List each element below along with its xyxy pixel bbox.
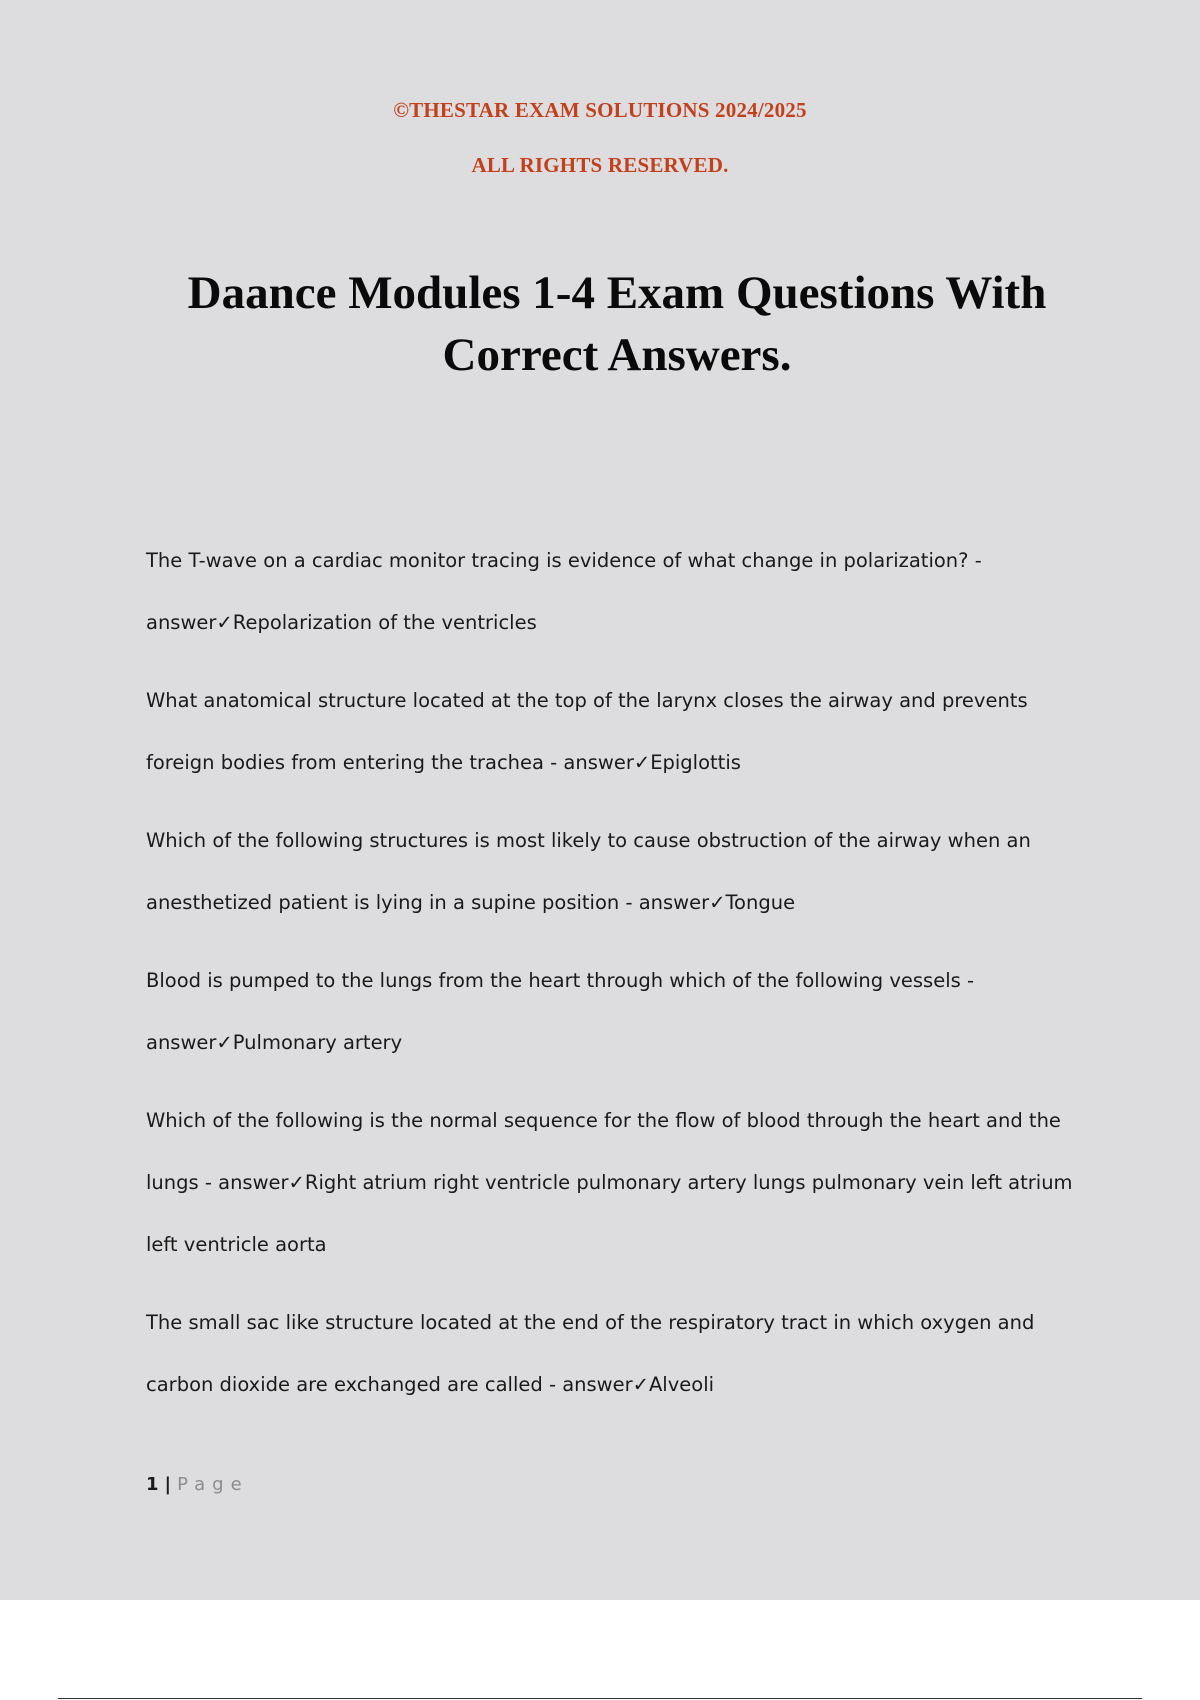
next-page-divider bbox=[58, 1698, 1142, 1699]
title-line-1: Daance Modules 1-4 Exam Questions With bbox=[187, 267, 1047, 319]
qa-item bbox=[146, 670, 1086, 794]
qa-item bbox=[146, 810, 1086, 934]
qa-item bbox=[146, 530, 1086, 654]
answer-text: answer✓Right atrium right ventricle pulmonary artery lungs pulmonary vein left atrium left ventricle aorta bbox=[146, 1171, 1073, 1256]
question-text: What anatomical structure located at the top of the larynx closes the airway and prevents foreign bodies from entering the trachea - bbox=[146, 689, 1028, 774]
question-text: Which of the following is the normal sequence for the flow of blood through the heart and the lungs - bbox=[146, 1109, 1061, 1194]
answer-text: answer✓Epiglottis bbox=[563, 751, 741, 774]
page-footer bbox=[146, 1474, 249, 1495]
copyright-header: ©THESTAR EXAM SOLUTIONS 2024/2025 bbox=[393, 98, 807, 122]
footer-separator: | bbox=[164, 1474, 172, 1495]
question-text: The small sac like structure located at the end of the respiratory tract in which oxygen and carbon dioxide are exchanged are called - bbox=[146, 1311, 1035, 1396]
question-text: The T-wave on a cardiac monitor tracing is evidence of what change in polarization? - bbox=[146, 549, 982, 572]
page-number: 1 bbox=[146, 1474, 159, 1495]
rights-reserved-header: ALL RIGHTS RESERVED. bbox=[471, 153, 729, 177]
document-title bbox=[100, 262, 1134, 386]
answer-text: answer✓Alveoli bbox=[562, 1373, 715, 1396]
qa-item bbox=[146, 1090, 1086, 1276]
qa-item bbox=[146, 950, 1086, 1074]
answer-text: answer✓Tongue bbox=[638, 891, 796, 914]
question-answer-list bbox=[146, 530, 1086, 1432]
page-label: Page bbox=[177, 1474, 249, 1495]
title-line-2: Correct Answers. bbox=[442, 329, 792, 381]
answer-text: answer✓Pulmonary artery bbox=[146, 1031, 403, 1054]
question-text: Which of the following structures is most likely to cause obstruction of the airway when an anesthetized patient is lying in a supine position - bbox=[146, 829, 1031, 914]
answer-text: answer✓Repolarization of the ventricles bbox=[146, 611, 537, 634]
question-text: Blood is pumped to the lungs from the heart through which of the following vessels - bbox=[146, 969, 975, 992]
qa-item bbox=[146, 1292, 1086, 1416]
